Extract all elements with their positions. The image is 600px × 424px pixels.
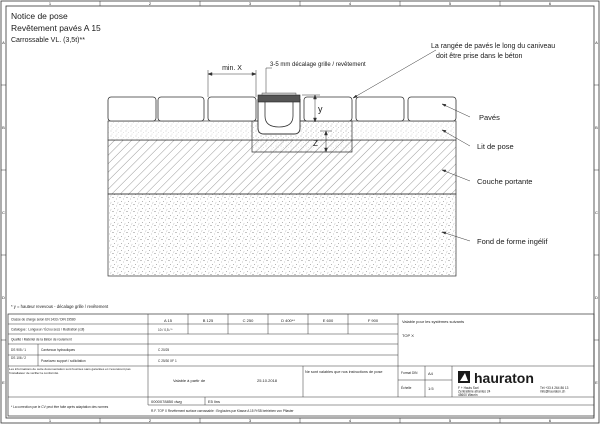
paver — [158, 97, 204, 121]
company-tel: Tél +33 4 264 86 13 — [540, 386, 569, 390]
tb-scale-value: 1:5 — [428, 386, 434, 391]
zone-number-4-bottom: 4 — [348, 418, 352, 423]
zone-letter-b-right: B — [595, 125, 598, 130]
dimension-min-x — [208, 70, 256, 97]
zone-number-6-bottom: 6 — [548, 418, 552, 423]
tb-row4-text-a: Caniveaux hydrauliques — [41, 348, 76, 352]
logo-text: hauraton — [474, 370, 534, 386]
zone-number-3: 3 — [248, 1, 252, 6]
zone-letter-d: D — [2, 295, 5, 300]
tb-code-2: DS 106 / 2 — [11, 356, 27, 360]
zone-number-6: 6 — [548, 1, 552, 6]
tb-format-label: Format DIN — [401, 371, 418, 375]
zone-letter-d-right: D — [595, 295, 598, 300]
zone-letter-a: A — [2, 40, 5, 45]
tb-row4-text-b: Pose/avec support / sollicitation — [41, 359, 86, 363]
paver — [304, 97, 352, 121]
tb-row1-label: Classe de charge selon EN 1433 / DIN 19580 — [11, 317, 76, 322]
dim-offset-label: 3-5 mm décalage grille / revêtement — [270, 62, 366, 68]
callout-rangee-line1: La rangée de pavés le long du caniveau — [431, 43, 556, 50]
channel-drain — [258, 93, 300, 134]
tb-description: R.F. TOP X Revêtement surface carrossable : Engloutes par Klasse A 15 FrSB betrieben von Pflaster — [151, 409, 294, 413]
zone-letter-e-right: E — [595, 380, 598, 385]
header-title — [11, 11, 101, 44]
tb-class-e600: E 600 — [322, 318, 334, 323]
paver — [408, 97, 456, 121]
zone-letter-a-right: A — [595, 40, 598, 45]
dimension-offset — [266, 68, 272, 93]
tb-format-value: A4 — [428, 371, 433, 376]
footnote: * y = hauteur revevous - décalage grille / revêtement — [11, 304, 109, 309]
label-lit-de-pose: Lit de pose — [477, 142, 514, 151]
hauraton-logo — [458, 370, 534, 386]
tb-notes-left: Les informations de cette documentation sont fournies sans garanties et n'exonèrent pas l'installateur de vérifier la conformité. — [9, 367, 131, 375]
tb-scale-label: Échelle — [401, 386, 412, 390]
layer-fond-de-forme — [108, 194, 456, 276]
grate-top — [262, 93, 296, 95]
zone-number-2: 2 — [148, 1, 152, 6]
tb-class-d400: D 400** — [281, 318, 295, 323]
tb-row3-label: Qualité / Matériel de la Béton de roulement — [11, 337, 72, 342]
company-line-2: Zentrallinie afrantes 24 — [458, 389, 491, 394]
tb-code-1: DS 905 / 1 — [11, 348, 27, 352]
title-line-3: Carrossable VL. (3,5t)** — [11, 37, 85, 44]
tb-valid-from-label: Valable à partir de — [173, 378, 206, 383]
tb-row4-value-a: C 20/25 — [158, 348, 170, 352]
paver — [208, 97, 256, 121]
company-line-3: 45600 Wavrin — [458, 393, 478, 397]
zone-number-3-bottom: 3 — [248, 418, 252, 423]
zone-letter-b: B — [2, 125, 5, 130]
zone-number-1: 1 — [48, 1, 52, 6]
tb-class-b125: B 125 — [202, 318, 214, 323]
tb-row2-label: Catalogue : Longueur / Écrou secs / Illustration (cdl) — [11, 327, 85, 332]
cross-section — [108, 43, 555, 276]
dim-y-label: y — [318, 104, 323, 114]
label-paves: Pavés — [479, 113, 500, 122]
tb-valid-for-value: TOP X — [402, 333, 414, 338]
title-block — [8, 314, 594, 416]
tb-class-c250: C 250 — [242, 318, 254, 323]
zone-number-5: 5 — [448, 1, 452, 6]
tb-row4-value-b: C 25/30 XF 1 — [158, 359, 177, 363]
zone-number-2-bottom: 2 — [148, 418, 152, 423]
tb-bottom-note: * La correction par le CV peut être faite après adaptation des normes — [11, 405, 109, 409]
tb-class-f900: F 900 — [367, 318, 379, 323]
paver — [108, 97, 156, 121]
label-couche-portante: Couche portante — [477, 177, 533, 186]
tb-remplace: Ne sont valables que nos instructions de pose — [305, 370, 383, 374]
dim-min-x-label: min. X — [222, 65, 242, 72]
company-line-1: F + Hauts Sarl — [458, 386, 479, 390]
tb-class-a15: A 15 — [163, 318, 173, 323]
label-fond-de-forme: Fond de forme ingélif — [477, 237, 548, 246]
tb-valid-for-label: Valable pour les systèmes suivants — [402, 319, 465, 324]
zone-number-5-bottom: 5 — [448, 418, 452, 423]
tb-valid-from-value: 25.10.2018 — [257, 378, 278, 383]
dim-z-label: Z — [313, 139, 318, 148]
callout-rangee-line2: doit être prise dans le béton — [436, 53, 523, 60]
tb-doc-rev: E5 lins — [208, 399, 221, 404]
tb-doc-number: 0000078850 dwg — [151, 399, 182, 404]
tb-row2-value: 10 / 0,5 / * — [158, 328, 173, 332]
zone-number-1-bottom: 1 — [48, 418, 52, 423]
grate — [258, 95, 300, 102]
title-line-1: Notice de pose — [11, 11, 68, 21]
zone-letter-c: C — [2, 210, 5, 215]
paver — [356, 97, 404, 121]
company-email: info@hauraton.ch — [540, 389, 566, 394]
zone-letter-e: E — [2, 380, 5, 385]
zone-number-4: 4 — [348, 1, 352, 6]
title-line-2: Revêtement pavés A 15 — [11, 23, 101, 33]
zone-letter-c-right: C — [595, 210, 598, 215]
